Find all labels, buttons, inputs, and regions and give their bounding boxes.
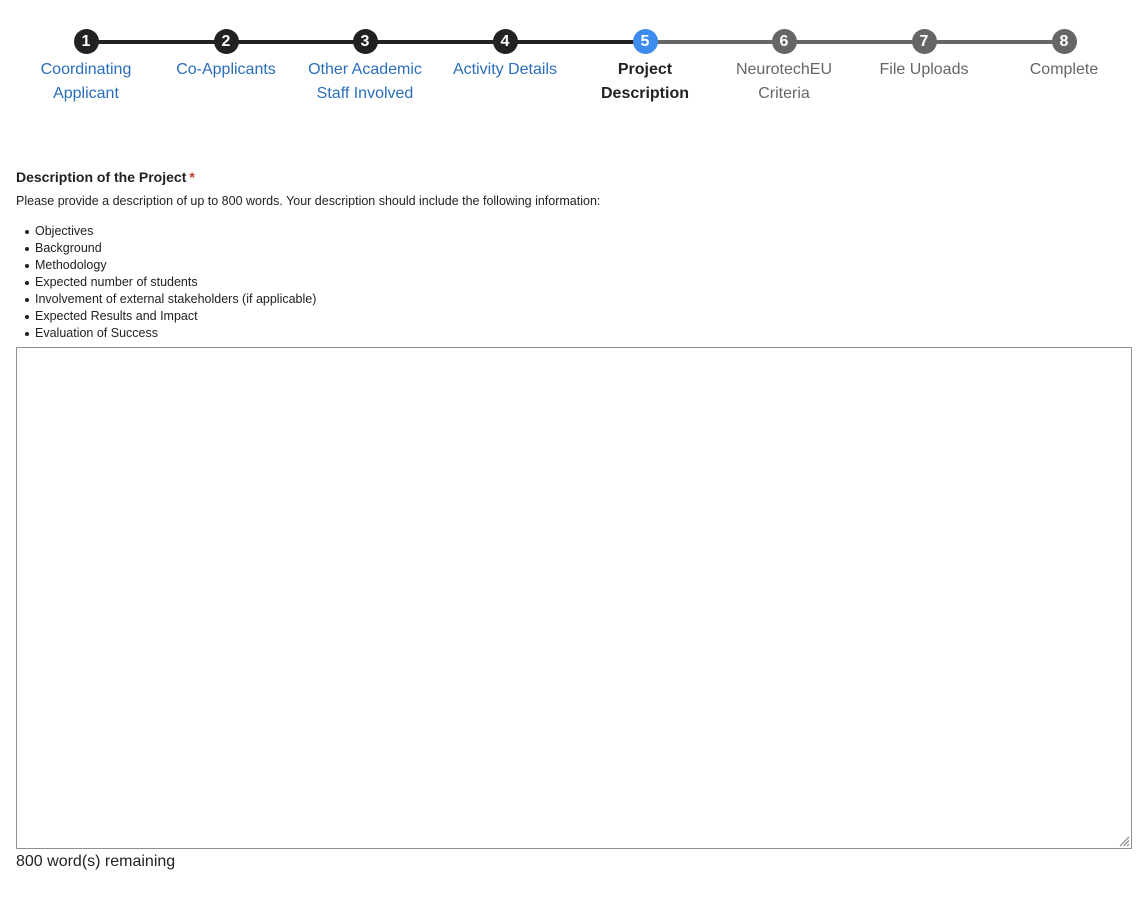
step-label <box>994 58 1134 82</box>
description-label-text: Description of the Project <box>16 169 187 185</box>
step-label-line1: File Uploads <box>879 61 969 78</box>
step-label-line1: Other Academic <box>308 61 422 78</box>
step-label-line2: Staff Involved <box>316 85 414 102</box>
step-label-line2: Applicant <box>53 85 119 102</box>
step-number-badge: 8 <box>1052 29 1077 54</box>
step-label-line1: Complete <box>1029 61 1099 78</box>
step-number-badge: 1 <box>74 29 99 54</box>
list-item: Objectives <box>16 223 316 240</box>
step-file-uploads <box>854 28 994 82</box>
step-number-badge: 6 <box>772 29 797 54</box>
step-label <box>714 58 854 106</box>
step-label[interactable] <box>295 58 435 106</box>
step-label <box>854 58 994 82</box>
step-label-line1: Activity Details <box>452 61 558 78</box>
step-label-line2: Criteria <box>758 85 810 102</box>
step-label[interactable] <box>435 58 575 82</box>
project-description-textarea[interactable] <box>16 347 1132 849</box>
step-neurotecheu-criteria <box>714 28 854 106</box>
step-label[interactable] <box>156 58 296 82</box>
progress-stepper <box>16 28 1134 118</box>
list-item: Methodology <box>16 257 316 274</box>
step-label-current <box>575 58 715 106</box>
list-item: Expected Results and Impact <box>16 308 316 325</box>
description-field-label <box>16 169 195 185</box>
step-number-badge: 7 <box>912 29 937 54</box>
step-label-line1: Project <box>617 61 673 78</box>
required-asterisk: * <box>189 169 195 185</box>
description-help-text: Please provide a description of up to 800 words. Your description should include the following information: <box>16 194 601 208</box>
step-coordinating-applicant[interactable] <box>16 28 156 106</box>
step-label-line1: Coordinating <box>40 61 132 78</box>
step-complete <box>994 28 1134 82</box>
step-activity-details[interactable] <box>435 28 575 82</box>
step-co-applicants[interactable] <box>156 28 296 82</box>
step-label-line2: Description <box>600 85 689 102</box>
list-item: Evaluation of Success <box>16 325 316 342</box>
list-item: Involvement of external stakeholders (if applicable) <box>16 291 316 308</box>
step-number-badge: 3 <box>353 29 378 54</box>
step-number-badge: 4 <box>493 29 518 54</box>
step-label-line1: Co-Applicants <box>176 61 276 78</box>
list-item: Background <box>16 240 316 257</box>
step-number-badge: 2 <box>214 29 239 54</box>
step-other-academic-staff[interactable] <box>295 28 435 106</box>
step-number-badge-current: 5 <box>633 29 658 54</box>
word-count-remaining: 800 word(s) remaining <box>16 853 176 870</box>
required-info-list <box>16 223 316 342</box>
step-label-line1: NeurotechEU <box>735 61 833 78</box>
list-item: Expected number of students <box>16 274 316 291</box>
step-label[interactable] <box>16 58 156 106</box>
resize-grip-icon[interactable] <box>1118 835 1130 847</box>
step-project-description <box>575 28 715 106</box>
